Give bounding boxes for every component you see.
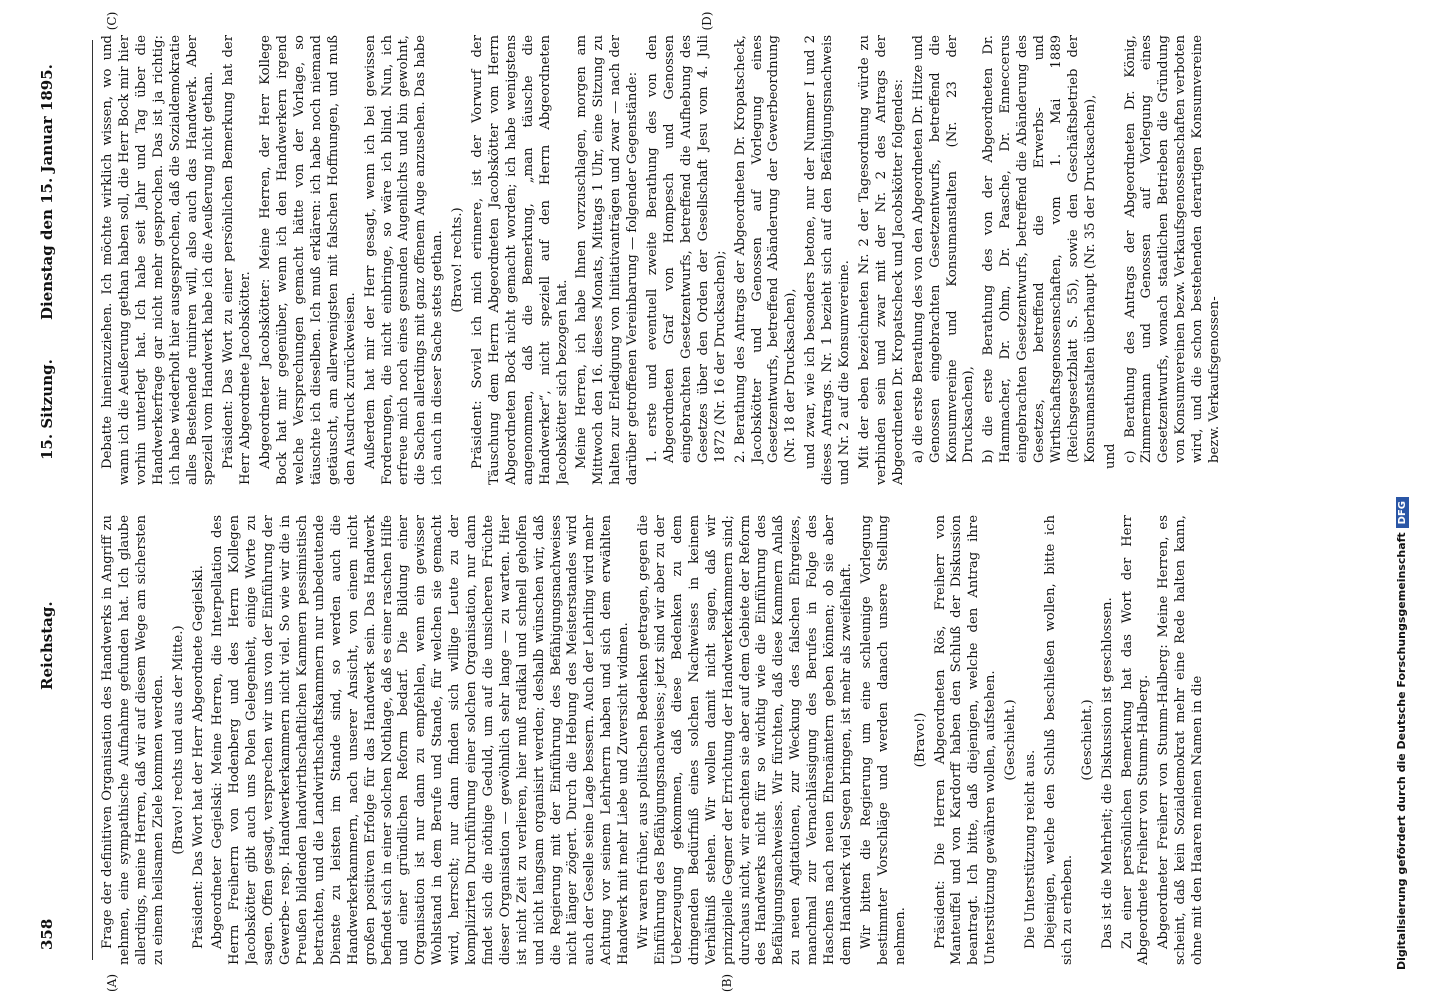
dfg-logo: DFG	[1396, 497, 1409, 528]
margin-mark-b: (B)	[720, 973, 734, 993]
paragraph: Wir bitten die Regierung um eine schleunige Vorlegung bestimmter Vorschläge und werden danach unsere Stellung nehmen.	[858, 515, 908, 965]
list-item: b) die erste Berathung des von der Abgeordneten Dr. Hammacher, Dr. Ohm, Dr. Paasche, Dr. Enneccerus eingebrachten Gesetzentwurfs, betreffend die Abänderung des Gesetzes, betreffend die Erwerbs- und Wirthschaftsgenossenschaften, vom 1. Mai 1889 (Reichsgesetzblatt S. 55), sowie den Geschäftsbetrieb der Konsumanstalten überhaupt (Nr. 35 der Drucksachen),	[981, 35, 1098, 463]
list-item: 1. erste und eventuell zweite Berathung des von den Abgeordneten Graf von Hompesch und Genossen eingebrachten Gesetzentwurfs, betreffend die Aufhebung des Gesetzes über den Orden der Gesellschaft Jesu vom 4. Juli 1872 (Nr. 16 der Drucksachen);	[645, 35, 728, 463]
header-rule	[92, 40, 93, 960]
interjection: (Bravo! rechts.)	[450, 207, 466, 313]
paragraph: Das ist die Mehrheit; die Diskussion ist geschlossen.	[1099, 597, 1115, 949]
list-item: c) Berathung des Antrags der Abgeordneten Dr. König, Zimmermann und Genossen auf Vorlegung eines Gesetzentwurfs, wonach staatlichen Betrieben die Gründung von Konsumvereinen bezw. Verkaufsgenossenschaften verboten wird, und die schon bestehenden derartigen Konsumvereine bezw. Verkaufsgenossen-	[1122, 35, 1223, 463]
paragraph: Meine Herren, ich habe Ihnen vorzuschlagen, morgen am Mittwoch den 16. dieses Monats, Mittags 1 Uhr, eine Sitzung zu halten zur Erledigung von Initiativanträgen und zwar — nach der darüber getroffenen Vereinbarung — folgender Gegenstände:	[574, 35, 641, 485]
session-date: Dienstag den 15. Januar 1895.	[38, 64, 56, 320]
margin-mark-d: (D)	[700, 11, 714, 31]
paragraph: Präsident: Die Herren Abgeordneten Rös, Freiherr von Manteuffel und von Kardorff haben den Schluß der Diskussion beantragt. Ich bitte, daß diejenigen, welche den Antrag ihre Unterstützung gewähren wollen, aufstehen.	[932, 515, 999, 965]
session-label: 15. Sitzung.	[38, 359, 56, 460]
paragraph: und zwar, wie ich besonders betone, nur der Nummer I und 2 dieses Antrags. Nr. 1 bezieht sich auf den Befähigungsnachweis und Nr. 2 auf die Konsumvereine.	[803, 35, 853, 485]
list-item: 2. Berathung des Antrags der Abgeordneten Dr. Kropatscheck, Jacobskötter und Genossen auf Vorlegung eines Gesetzentwurfs, betreffend Abänderung der Gewerbeordnung (Nr. 18 der Drucksachen),	[732, 35, 799, 463]
publication-name: Reichstag.	[38, 601, 56, 690]
paragraph: Die Unterstützung reicht aus.	[1023, 749, 1039, 949]
paragraph: Außerdem hat mir der Herr gesagt, wenn ich bei gewissen Forderungen, die nicht einbringe, so wäre ich blind. Nun, ich erfreue mich noch eines gesunden Augenlichts und bin gewohnt, die Sachen allerdings mit ganz offenem Auge anzusehen. Das habe ich auch in dieser Sache stets gethan.	[362, 35, 446, 485]
footer-text: Digitalisierung gefördert durch die Deutsche Forschungsgemeinschaft	[1395, 532, 1408, 970]
paragraph: Frage der definitiven Organisation des Handwerks in Angriff zu nehmen, eine sympathische Aufnahme gefunden hat. Ich glaube allerdings, meine Herren, daß wir auf diesem Wege am sichersten zu einem heilsamen Ziele kommen werden.	[100, 515, 166, 965]
paragraph: Abgeordneter Jacobskötter: Meine Herren, der Herr Kollege Bock hat mir gegenüber, wenn ich den Handwerkern irgend welche Versprechungen gemacht hätte von der Vorlage, so täuschte ich dieselben. Ich muß erklären: ich habe noch niemand getäuscht, am allerwenigsten mit falschen Hoffnungen, und muß den Ausdruck zurückweisen.	[258, 35, 358, 485]
paragraph: Abgeordneter Gegielski: Meine Herren, die Interpellation des Herrn Freiherrn von Hodenberg und des Herrn Kollegen Jacobskötter gibt auch uns Polen Gelegenheit, einige Worte zu sagen. Offen gesagt, versprechen wir uns von der Einführung der Gewerbe- resp. Handwerkerkammern nicht viel. So wie wir die in Preußen bildenden landwirthschaftlichen Kammern pessimistisch betrachten, und die Landwirthschaftskammern nur unbedeutende Dienste zu leisten im Stande sind, so werden auch die Handwerkerkammern, nach unserer Ansicht, von einem nicht großen positiven Erfolge für das Handwerk sein. Das Handwerk befindet sich in einer solchen Nothlage, daß es einer raschen Hilfe und einer gründlichen Reform bedarf. Die Bildung einer Organisation ist nur dann zu empfehlen, wenn ein gewisser Wohlstand in dem Berufe und Stande, für welchen sie gemacht wird, herrscht; nur dann finden sich willige Leute zu der komplizirten Durchführung einer solchen Organisation, nur dann findet sich die nöthige Geduld, um auf die unsicheren Früchte dieser Organisation — gewöhnlich sehr lange — zu warten. Hier ist nicht Zeit zu verlieren, hier muß radikal und schnell geholfen und nicht langsam organisirt werden; deshalb wünschen wir, daß die Regierung mit der Einführung des Befähigungsnachweises nicht länger zögert. Durch die Hebung des Meisterstandes wird auch der Geselle seine Lage bessern. Auch der Lehrling wird mehr Achtung vor seinem Lehrherrn haben und sich dem erwählten Handwerk mit mehr Liebe und Zuversicht widmen.	[210, 515, 632, 965]
paragraph: Zu einer persönlichen Bemerkung hat das Wort der Herr Abgeordnete Freiherr von Stumm-Halberg.	[1119, 515, 1152, 965]
paragraph: Präsident: Das Wort hat der Herr Abgeordnete Gegielski.	[190, 565, 206, 949]
interjection: (Bravo!)	[912, 712, 928, 768]
page-number: 358	[38, 918, 56, 950]
paragraph: Abgeordneter Freiherr von Stumm-Halberg: Meine Herren, es scheint, daß kein Sozialdemokrat mehr eine Rede halten kann, ohne mit den Haaren meinen Namen in die	[1156, 515, 1206, 965]
paragraph: Diejenigen, welche den Schluß beschließen wollen, bitte ich sich zu erheben.	[1042, 515, 1075, 965]
interjection: (Geschieht.)	[1003, 699, 1019, 781]
interjection: (Bravo! rechts und aus der Mitte.)	[170, 625, 186, 855]
margin-mark-a: (A)	[105, 973, 119, 993]
paragraph: Wir waren früher, aus politischen Bedenken getragen, gegen die Einführung des Befähigungsnachweises; jetzt sind wir aber zu der Ueberzeugung gekommen, daß diese Bedenken zu dem dringenden Bedürfniß eines solchen Nachweises in keinem Verhältniß stehen. Wir wollen damit nicht sagen, daß wir prinzipielle Gegner der Errichtung der Handwerkerkammern sind; durchaus nicht, wir erachten sie aber auf dem Gebiete der Reform des Handwerks nicht für so wichtig wie die Einführung des Befähigungsnachweises. Wir fürchten, daß diese Kammern Anlaß zu neuen Agitationen, zur Weckung des falschen Ehrgeizes, manchmal zur Vernachlässigung des Berufes in Folge des Haschens nach neuen Ehrenämtern geben können; ob sie aber dem Handwerk viel Segen bringen, ist mehr als zweifelhaft.	[636, 515, 854, 965]
paragraph: und	[1102, 443, 1118, 469]
left-column	[100, 515, 1320, 965]
list-item: a) die erste Berathung des von den Abgeordneten Dr. Hitze und Genossen eingebrachten Gesetzentwurfs, betreffend die Konsumvereine und Konsumanstalten (Nr. 23 der Drucksachen),	[910, 35, 977, 463]
paragraph: Mit der eben bezeichneten Nr. 2 der Tagesordnung würde zu verbinden sein und zwar mit der Nr. 2 des Antrags der Abgeordneten Dr. Kropatscheck und Jacobskötter folgendes:	[856, 35, 906, 485]
digitization-footer	[1395, 10, 1415, 970]
margin-mark-c: (C)	[105, 11, 119, 31]
paragraph: Debatte hineinzuziehen. Ich möchte wirklich wissen, wo und wann ich die Aeußerung gethan haben soll, die Herr Bock mir hier vorhin unterlegt hat. Ich habe seit Jahr und Tag über die Handwerkerfrage gar nicht mehr gesprochen. Das ist ja richtig: ich habe wiederholt hier ausgesprochen, daß die Sozialdemokratie alles Bestehende ruiniren will, also auch das Handwerk. Aber speziell vom Handwerk habe ich die Aeußerung nicht gethan.	[100, 35, 217, 485]
interjection: (Geschieht.)	[1079, 699, 1095, 781]
running-header	[38, 40, 64, 960]
right-column	[100, 35, 1320, 485]
paragraph: Präsident: Soviel ich mich erinnere, ist der Vorwurf der Täuschung dem Herrn Abgeordneten Jacobskötter vom Herrn Abgeordneten Bock nicht gemacht worden; ich habe wenigstens angenommen, daß die Bemerkung, „man täusche die Handwerker“, nicht speziell auf den Herrn Abgeordneten Jacobskötter sich bezogen hat.	[470, 35, 570, 485]
paragraph: Präsident: Das Wort zu einer persönlichen Bemerkung hat der Herr Abgeordnete Jacobskötter.	[221, 35, 254, 485]
